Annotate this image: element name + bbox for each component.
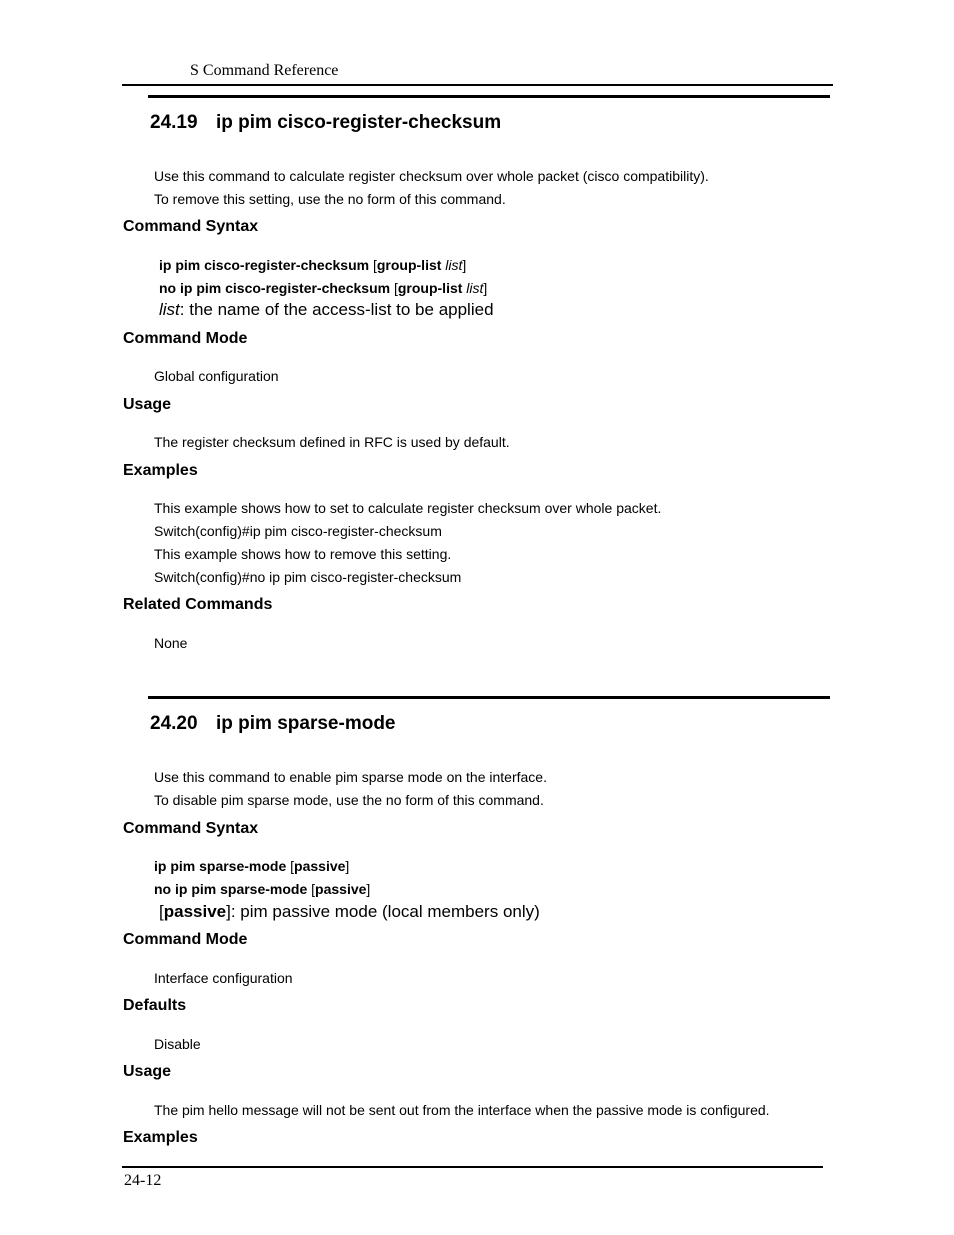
section-number: 24.19 xyxy=(150,112,198,133)
subheading-usage: Usage xyxy=(123,1063,172,1080)
description-line: To remove this setting, use the no form of this command. xyxy=(154,191,506,207)
parameter-description: [passive]: pim passive mode (local members only) xyxy=(159,902,540,921)
subheading-related-commands: Related Commands xyxy=(123,596,273,613)
syntax-line: no ip pim cisco-register-checksum [group-list list] xyxy=(159,280,488,296)
syntax-line: no ip pim sparse-mode [passive] xyxy=(154,881,371,897)
page-number: 24-12 xyxy=(124,1172,162,1189)
subheading-command-syntax: Command Syntax xyxy=(123,820,259,837)
example-line: This example shows how to set to calculate register checksum over whole packet. xyxy=(154,500,662,516)
section-number: 24.20 xyxy=(150,713,198,734)
section-title: ip pim cisco-register-checksum xyxy=(216,112,502,133)
subheading-examples: Examples xyxy=(123,1129,198,1146)
header-rule xyxy=(122,84,833,86)
description-line: Use this command to calculate register checksum over whole packet (cisco compatibility). xyxy=(154,168,709,184)
related-commands-text: None xyxy=(154,635,188,651)
section-title: ip pim sparse-mode xyxy=(216,713,396,734)
example-line: Switch(config)#ip pim cisco-register-checksum xyxy=(154,523,442,539)
section-rule xyxy=(148,95,830,98)
command-mode-text: Global configuration xyxy=(154,368,279,384)
command-mode-text: Interface configuration xyxy=(154,970,293,986)
defaults-text: Disable xyxy=(154,1036,201,1052)
section-rule xyxy=(148,696,830,699)
footer-rule xyxy=(122,1166,823,1168)
example-line: Switch(config)#no ip pim cisco-register-checksum xyxy=(154,569,462,585)
usage-text: The pim hello message will not be sent out from the interface when the passive mode is configured. xyxy=(154,1102,770,1118)
subheading-command-mode: Command Mode xyxy=(123,931,248,948)
description-line: Use this command to enable pim sparse mode on the interface. xyxy=(154,769,547,785)
usage-text: The register checksum defined in RFC is used by default. xyxy=(154,434,510,450)
subheading-usage: Usage xyxy=(123,396,172,413)
section-heading xyxy=(150,713,396,735)
syntax-line: ip pim sparse-mode [passive] xyxy=(154,858,350,874)
subheading-examples: Examples xyxy=(123,462,198,479)
parameter-description: list: the name of the access-list to be applied xyxy=(159,300,494,319)
syntax-line: ip pim cisco-register-checksum [group-list list] xyxy=(159,257,467,273)
page-header-title: S Command Reference xyxy=(190,62,339,79)
example-line: This example shows how to remove this setting. xyxy=(154,546,452,562)
description-line: To disable pim sparse mode, use the no form of this command. xyxy=(154,792,544,808)
section-heading xyxy=(150,112,501,134)
subheading-defaults: Defaults xyxy=(123,997,187,1014)
subheading-command-mode: Command Mode xyxy=(123,330,248,347)
subheading-command-syntax: Command Syntax xyxy=(123,218,259,235)
